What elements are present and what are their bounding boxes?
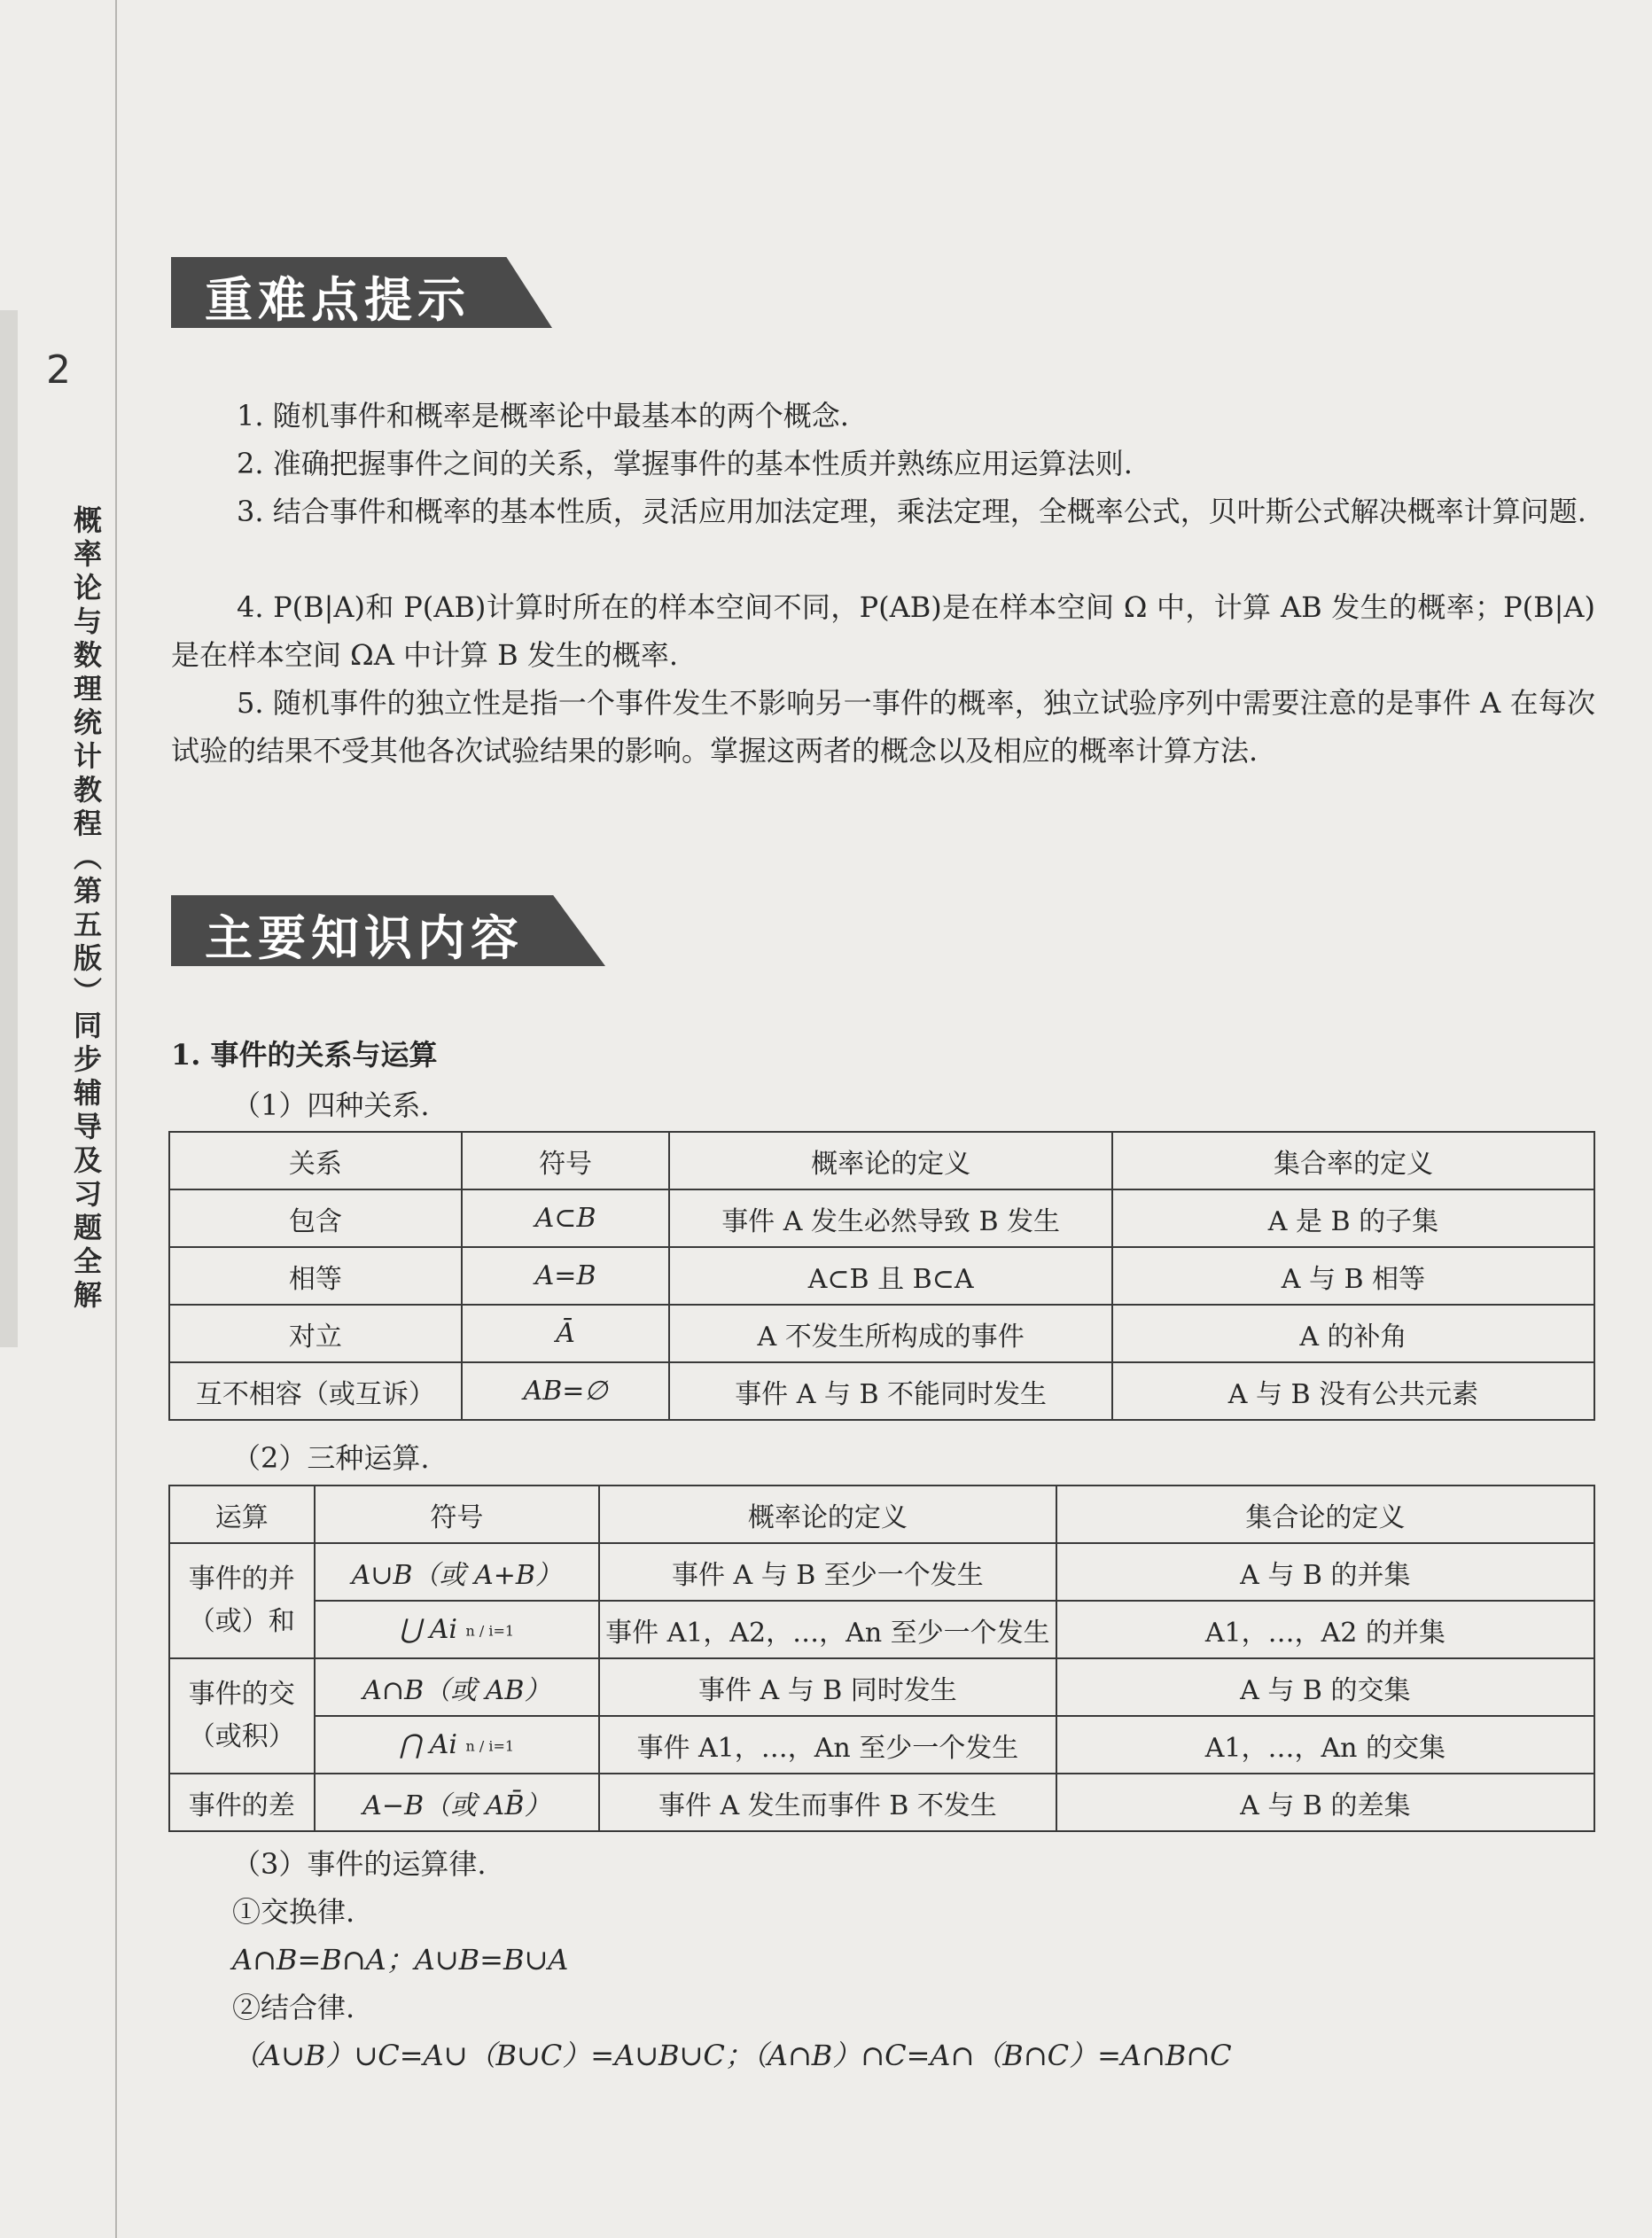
table-cell: A 与 B 相等: [1112, 1247, 1594, 1305]
table-header: 集合论的定义: [1056, 1486, 1594, 1543]
table-header-row: [169, 1486, 1594, 1543]
point-2: 2. 准确把握事件之间的关系，掌握事件的基本性质并熟练应用运算法则.: [237, 447, 1133, 480]
margin-shade: [0, 310, 18, 1347]
table-header: 概率论的定义: [599, 1486, 1056, 1543]
table-row: [169, 1774, 1594, 1831]
section-banner-key-points: [171, 257, 552, 328]
table-header: 符号: [462, 1132, 670, 1189]
three-ops-label: （2）三种运算.: [232, 1441, 430, 1475]
table-cell: 互不相容（或互诉）: [169, 1362, 462, 1420]
table-cell: 相等: [169, 1247, 462, 1305]
point-1: 1. 随机事件和概率是概率论中最基本的两个概念.: [237, 399, 849, 433]
operations-table: [168, 1485, 1595, 1832]
table-cell: 事件 A 与 B 不能同时发生: [669, 1362, 1112, 1420]
table-cell: A 与 B 的并集: [1056, 1543, 1594, 1601]
table-cell: A1，…，A2 的并集: [1056, 1601, 1594, 1658]
table-row: [169, 1543, 1594, 1601]
operator-limits: n / i=1: [465, 1737, 515, 1755]
operator-limits: n / i=1: [465, 1622, 515, 1640]
table-cell: A1，…，An 的交集: [1056, 1716, 1594, 1774]
table-cell: A=B: [462, 1247, 670, 1305]
page-number: 2: [46, 347, 71, 393]
law2-label: ②结合律.: [232, 1991, 355, 2024]
table-row: [169, 1305, 1594, 1362]
law1-formula: A∩B=B∩A；A∪B=B∪A: [232, 1943, 569, 1977]
table-cell: A⊂B 且 B⊂A: [669, 1247, 1112, 1305]
table-row: [169, 1658, 1594, 1716]
table-cell: 事件 A 发生必然导致 B 发生: [669, 1189, 1112, 1247]
section-title: 主要知识内容: [205, 910, 524, 966]
table-cell: 对立: [169, 1305, 462, 1362]
table-cell: A 与 B 没有公共元素: [1112, 1362, 1594, 1420]
law1-label: ①交换律.: [232, 1895, 355, 1929]
table-row: [169, 1716, 1594, 1774]
table-cell: 事件 A 发生而事件 B 不发生: [599, 1774, 1056, 1831]
table-cell: A∩B（或 AB）: [315, 1658, 600, 1716]
table-row: [169, 1362, 1594, 1420]
point-5: 5. 随机事件的独立性是指一个事件发生不影响另一事件的概率，独立试验序列中需要注意的是事件 A 在每次试验的结果不受其他各次试验结果的影响。掌握这两者的概念以及相应的概率计算方法.: [171, 686, 1595, 768]
union-operator: ⋃ Ai: [399, 1614, 457, 1645]
section-title: 重难点提示: [205, 272, 471, 328]
table-cell: AB=∅: [462, 1362, 670, 1420]
section-banner-main-content: [171, 895, 605, 966]
table-cell: [315, 1601, 600, 1658]
book-title-vertical: 概率论与数理统计教程（第五版）同步辅导及习题全解: [69, 505, 103, 1314]
table-cell: Ā: [462, 1305, 670, 1362]
laws-label: （3）事件的运算律.: [232, 1847, 487, 1881]
table-header: 关系: [169, 1132, 462, 1189]
subsection-heading: 1. 事件的关系与运算: [171, 1038, 438, 1072]
table-cell: 事件的差: [169, 1774, 315, 1831]
law2-formula: （A∪B）∪C=A∪（B∪C）=A∪B∪C；（A∩B）∩C=A∩（B∩C）=A∩B∩C: [232, 2039, 1232, 2072]
table-cell: A∪B（或 A+B）: [315, 1543, 600, 1601]
table-header: 运算: [169, 1486, 315, 1543]
point-3: 3. 结合事件和概率的基本性质，灵活应用加法定理，乘法定理，全概率公式，贝叶斯公式解决概率计算问题.: [237, 495, 1586, 528]
table-row: [169, 1247, 1594, 1305]
table-cell: A 与 B 的交集: [1056, 1658, 1594, 1716]
point-4: 4. P(B|A)和 P(AB)计算时所在的样本空间不同，P(AB)是在样本空间 Ω 中，计算 AB 发生的概率；P(B|A)是在样本空间 ΩA 中计算 B 发生的概率.: [171, 590, 1595, 672]
table-cell: 包含: [169, 1189, 462, 1247]
table-header: 符号: [315, 1486, 600, 1543]
table-cell: 事件 A1，…，An 至少一个发生: [599, 1716, 1056, 1774]
table-header: 集合率的定义: [1112, 1132, 1594, 1189]
table-header: 概率论的定义: [669, 1132, 1112, 1189]
table-cell: A 与 B 的差集: [1056, 1774, 1594, 1831]
table-cell: [315, 1716, 600, 1774]
table-cell: 事件 A 与 B 至少一个发生: [599, 1543, 1056, 1601]
table-cell: 事件 A 与 B 同时发生: [599, 1658, 1056, 1716]
table-cell: A−B（或 AB̄）: [315, 1774, 600, 1831]
table-cell: 事件的交（或积）: [169, 1658, 315, 1774]
table-row: [169, 1601, 1594, 1658]
table-cell: A⊂B: [462, 1189, 670, 1247]
table-cell: A 是 B 的子集: [1112, 1189, 1594, 1247]
table-cell: 事件 A1，A2，…，An 至少一个发生: [599, 1601, 1056, 1658]
table-header-row: [169, 1132, 1594, 1189]
table-cell: A 不发生所构成的事件: [669, 1305, 1112, 1362]
relations-table: [168, 1131, 1595, 1421]
four-relations-label: （1）四种关系.: [232, 1088, 430, 1122]
intersection-operator: ⋂ Ai: [399, 1729, 457, 1760]
table-cell: 事件的并（或）和: [169, 1543, 315, 1658]
table-row: [169, 1189, 1594, 1247]
table-cell: A 的补角: [1112, 1305, 1594, 1362]
margin-rule: [115, 0, 117, 2238]
